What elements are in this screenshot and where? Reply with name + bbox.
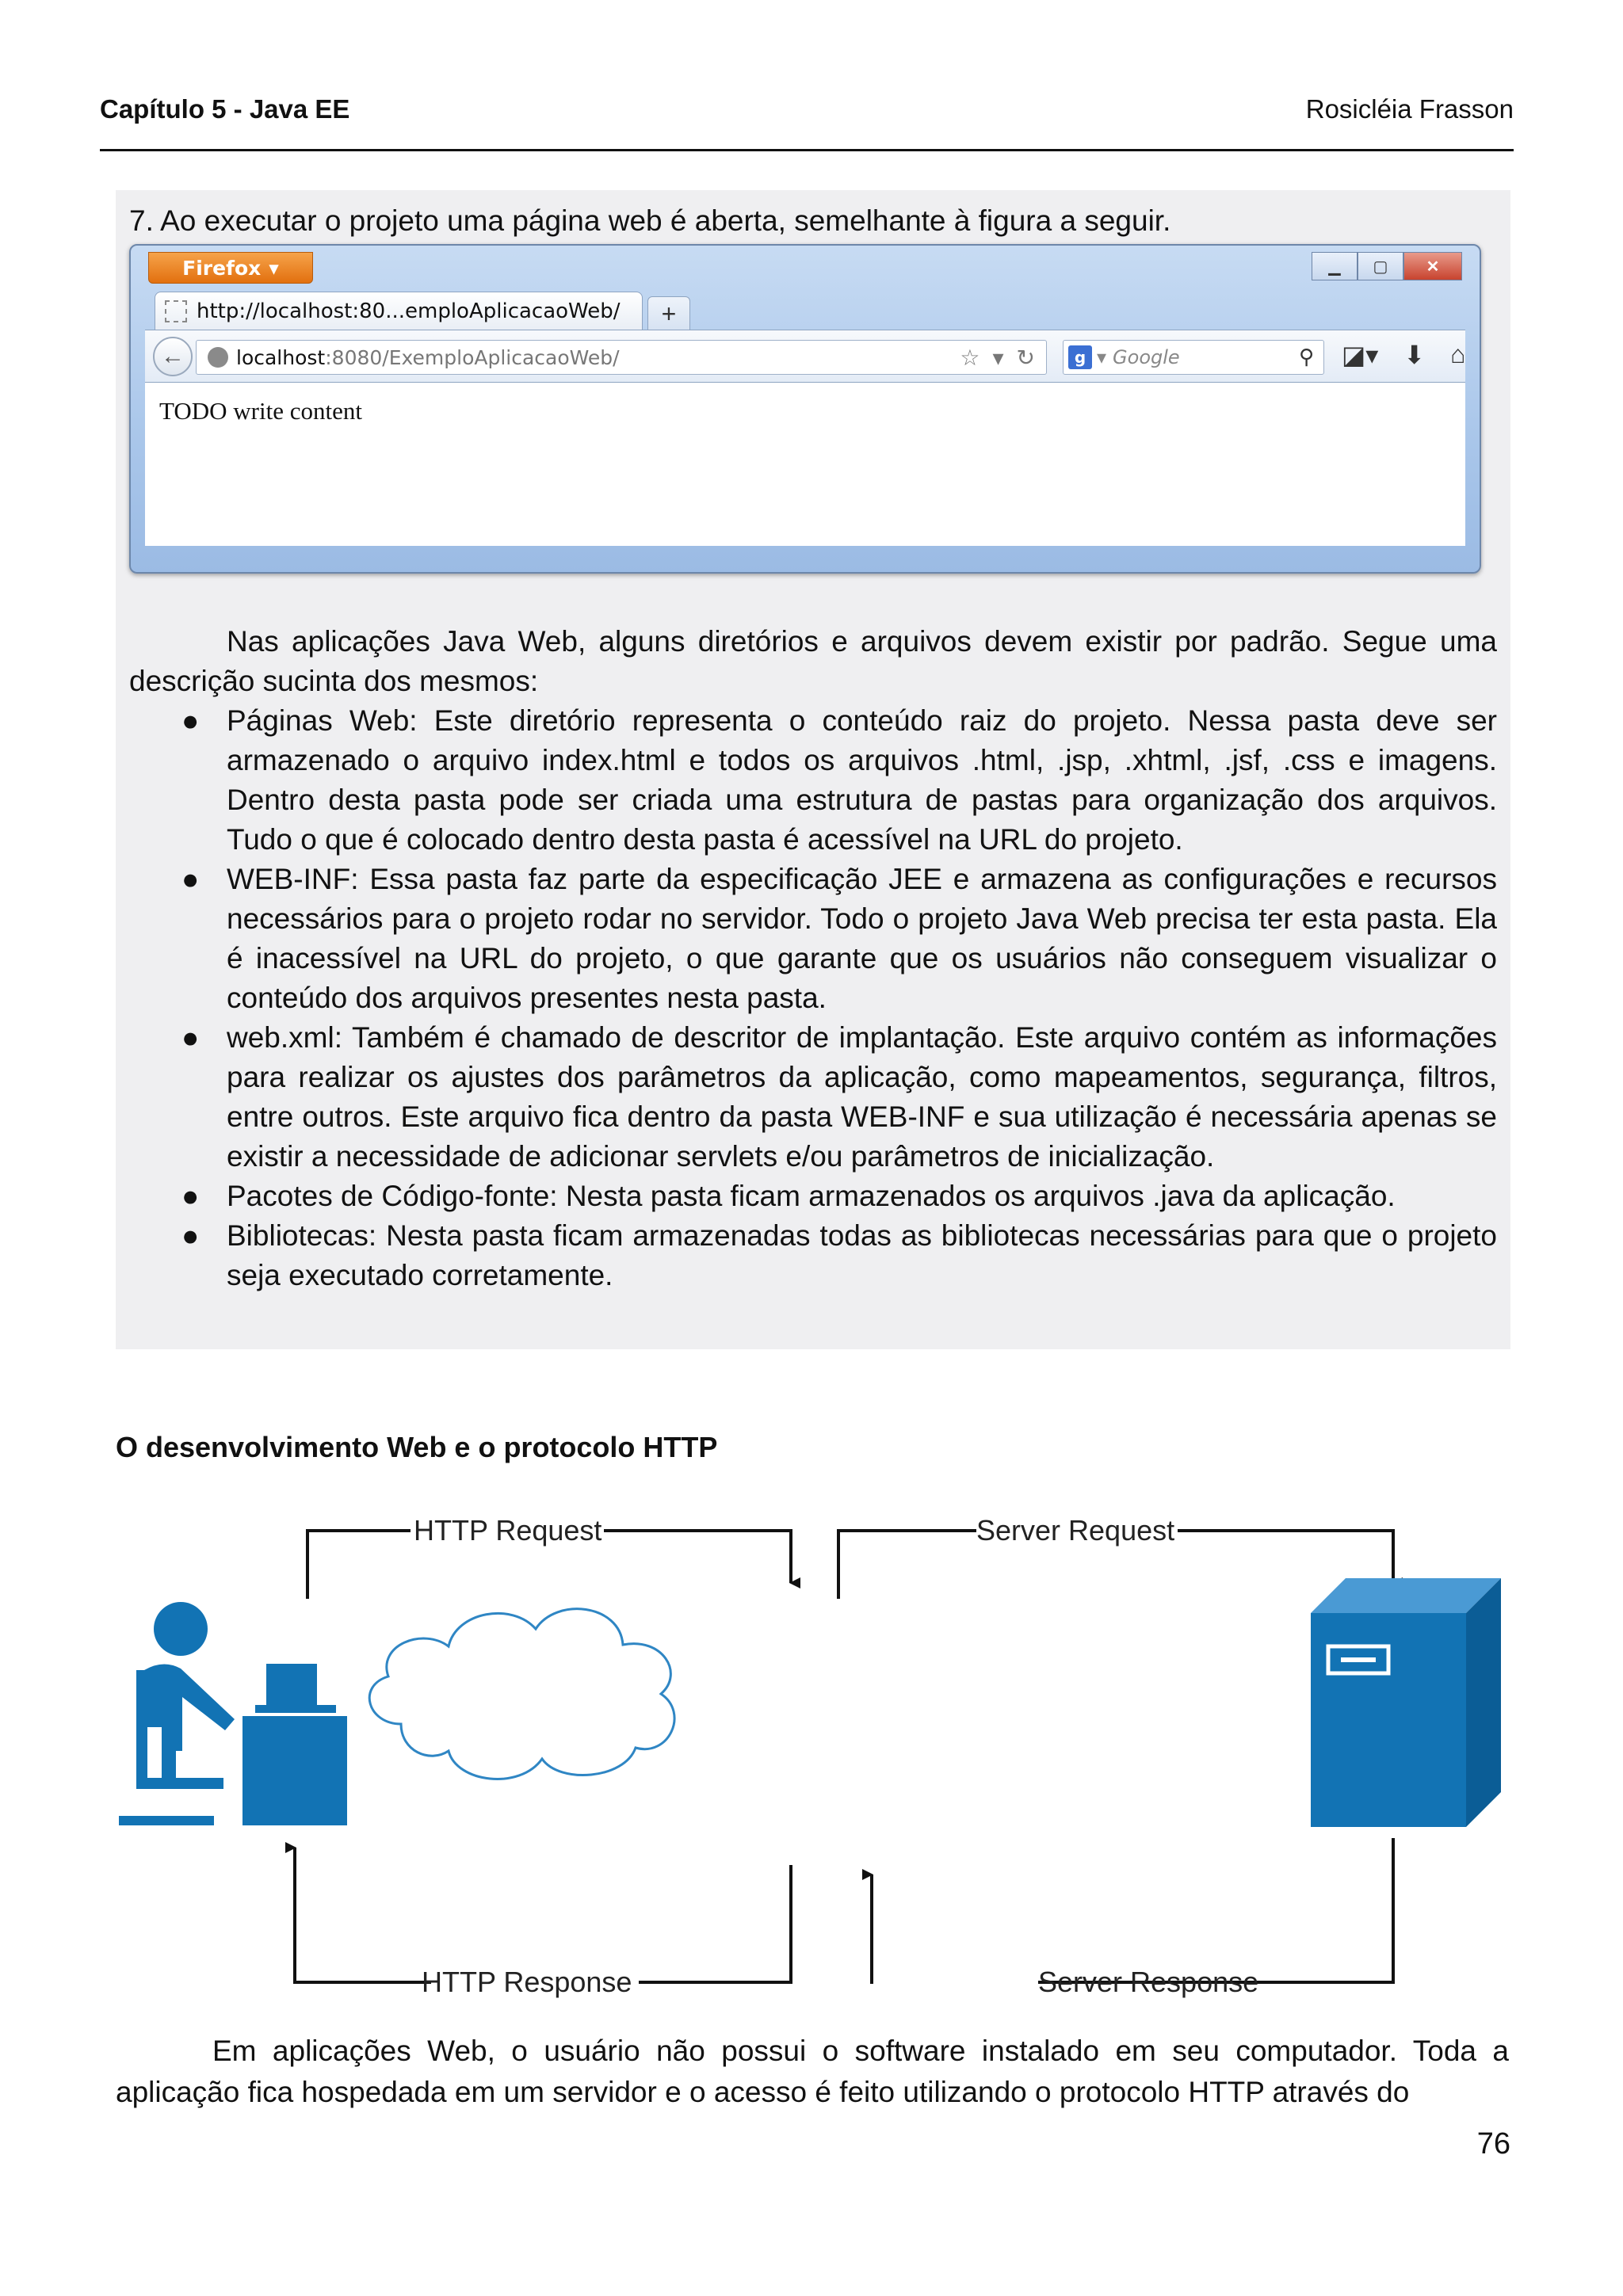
list-item: ● Pacotes de Código-fonte: Nesta pasta ficam armazenados os arquivos .java da aplicação.: [181, 1180, 1396, 1212]
author-name: Rosicléia Frasson: [1305, 94, 1514, 124]
list-item-text: Pacotes de Código-fonte: Nesta pasta ficam armazenados os arquivos .java da aplicação.: [227, 1180, 1396, 1212]
header-divider: [100, 149, 1514, 151]
search-icon[interactable]: ⚲: [1298, 345, 1314, 369]
list-item-text: web.xml: Também é chamado de descritor de implantação. Este arquivo contém as informações para realizar os ajustes dos parâmetros da aplicação, como mapeamentos, segurança, filtros, entre outros. Este arquivo fica dentro da pasta WEB-INF e sua utilização é necessária apenas se existir a necessidade de adicionar servlets e/ou parâmetros de inicialização.: [227, 1021, 1497, 1173]
toolbar-icons: [1342, 340, 1465, 370]
http-diagram: [116, 1489, 1510, 2012]
server-response-label: Server Response: [1038, 1966, 1259, 1998]
globe-icon: [208, 347, 228, 368]
server-request-label: Server Request: [976, 1514, 1175, 1547]
http-request-label: HTTP Request: [414, 1514, 602, 1547]
chapter-title: Capítulo 5 - Java EE: [100, 94, 350, 124]
navigation-bar: [145, 330, 1465, 383]
window-controls: [1312, 252, 1462, 280]
close-icon[interactable]: ✕: [1403, 252, 1462, 280]
history-dropdown-icon[interactable]: ▾: [992, 344, 1004, 371]
bookmark-star-icon[interactable]: ☆: [960, 344, 980, 371]
list-item: ● web.xml: Também é chamado de descritor de implantação. Este arquivo contém as informações para realizar os ajustes dos parâmetros da aplicação, como mapeamentos, segurança, filtros, entre outros. Este arquivo fica dentro da pasta WEB-INF e sua utilização é necessária apenas se existir a necessidade de adicionar servlets e/ou parâmetros de inicialização.: [181, 1021, 1497, 1173]
search-engine-dropdown-icon[interactable]: ▾: [1097, 346, 1107, 368]
http-response-arrow: [295, 1848, 431, 1982]
search-box[interactable]: [1063, 340, 1324, 375]
page-favicon-icon: [165, 300, 187, 322]
user-computer-icon: [119, 1602, 347, 1825]
bookmarks-icon[interactable]: ◪▾: [1342, 341, 1379, 369]
http-response-line-right: [639, 1865, 791, 1982]
google-logo-icon: g: [1068, 345, 1092, 369]
directory-list: [129, 701, 1497, 1295]
http-response-label: HTTP Response: [422, 1966, 632, 1998]
server-request-arrow: [1178, 1531, 1393, 1583]
minimize-icon[interactable]: ▁: [1312, 252, 1358, 280]
intro-paragraph: [129, 622, 1497, 701]
http-request-arrow: [604, 1531, 791, 1583]
server-request-line-left: [838, 1531, 976, 1599]
browser-screenshot: [129, 244, 1481, 574]
list-item: ● WEB-INF: Essa pasta faz parte da especificação JEE e armazena as configurações e recursos necessários para o projeto rodar no servidor. Todo o projeto Java Web precisa ter esta pasta. Ela é inacessível na URL do projeto, o que garante que os usuários não conseguem visualizar o conteúdo dos arquivos presentes nesta pasta.: [181, 863, 1497, 1014]
home-icon[interactable]: ⌂: [1450, 340, 1466, 368]
intro-line-2: descrição sucinta dos mesmos:: [129, 665, 539, 697]
back-arrow-icon[interactable]: ←: [153, 337, 193, 376]
server-response-line-right: [1038, 1838, 1393, 1982]
list-item-text: WEB-INF: Essa pasta faz parte da especificação JEE e armazena as configurações e recursos necessários para o projeto rodar no servidor. Todo o projeto Java Web precisa ter esta pasta. Ela é inacessível na URL do projeto, o que garante que os usuários não conseguem visualizar o conteúdo dos arquivos presentes nesta pasta.: [227, 863, 1497, 1014]
intro-line-1: Nas aplicações Java Web, alguns diretórios e arquivos devem existir por padrão. Segue uma: [227, 625, 1497, 658]
url-bar[interactable]: [196, 340, 1047, 375]
page-content-text: TODO write content: [159, 397, 362, 425]
dropdown-arrow-icon: ▾: [269, 256, 279, 280]
url-host: localhost: [236, 345, 326, 369]
step-text: 7. Ao executar o projeto uma página web é aberta, semelhante à figura a seguir.: [129, 204, 1171, 237]
browser-content: [145, 382, 1465, 546]
closing-paragraph: [116, 2031, 1509, 2113]
list-item: ● Páginas Web: Este diretório representa o conteúdo raiz do projeto. Nessa pasta deve ser armazenado o arquivo index.html e todos os arquivos .html, .jsp, .xhtml, .jsf, .css e imagens. Dentro desta pasta pode ser criada uma estrutura de pastas para organização dos arquivos. Tudo o que é colocado dentro desta pasta é acessível na URL do projeto.: [181, 704, 1497, 856]
http-request-line-left: [307, 1531, 411, 1599]
server-icon: [1311, 1578, 1501, 1827]
url-path: :8080/ExemploAplicacaoWeb/: [325, 345, 620, 369]
tab-title: http://localhost:80...emploAplicacaoWeb/: [197, 299, 621, 323]
browser-tab[interactable]: [155, 292, 643, 330]
search-placeholder: Google: [1113, 346, 1180, 368]
reload-icon[interactable]: ↻: [1016, 344, 1035, 371]
page-number: 76: [1476, 2127, 1510, 2161]
list-item-text: Páginas Web: Este diretório representa o conteúdo raiz do projeto. Nessa pasta deve ser armazenado o arquivo index.html e todos os arquivos .html, .jsp, .xhtml, .jsf, .css e imagens. Dentro desta pasta pode ser criada uma estrutura de pastas para organização dos arquivos. Tudo o que é colocado dentro desta pasta é acessível na URL do projeto.: [227, 704, 1497, 856]
list-item-text: Bibliotecas: Nesta pasta ficam armazenadas todas as bibliotecas necessárias para que o projeto seja executado corretamente.: [227, 1219, 1497, 1291]
maximize-icon[interactable]: ▢: [1358, 252, 1403, 280]
internet-cloud-icon: [369, 1609, 674, 1779]
new-tab-button[interactable]: +: [647, 296, 690, 331]
server-response-arrow: [872, 1875, 873, 1982]
list-item: ● Bibliotecas: Nesta pasta ficam armazenadas todas as bibliotecas necessárias para que o projeto seja executado corretamente.: [181, 1219, 1497, 1291]
page-header: [100, 93, 1514, 125]
firefox-label: Firefox: [182, 256, 262, 280]
section-title: O desenvolvimento Web e o protocolo HTTP: [116, 1431, 718, 1463]
closing-text: Em aplicações Web, o usuário não possui o software instalado em seu computador. Toda a aplicação fica hospedada em um servidor e o acesso é feito utilizando o protocolo HTTP através do: [116, 2035, 1509, 2108]
firefox-menu-button[interactable]: [148, 252, 313, 284]
download-icon[interactable]: ⬇: [1403, 341, 1426, 369]
